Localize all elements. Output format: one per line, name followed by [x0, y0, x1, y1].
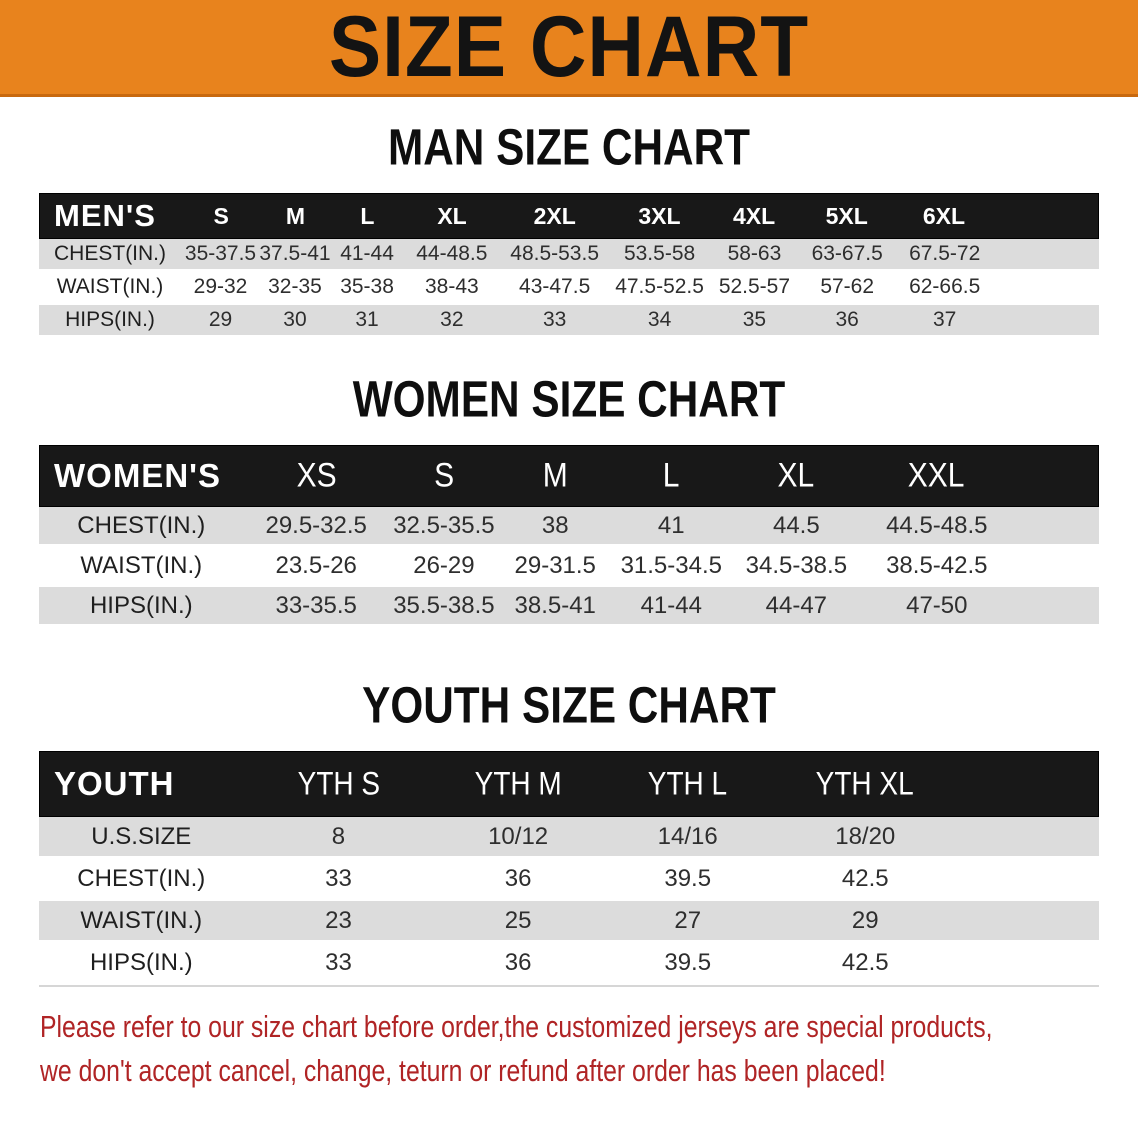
men-value-cell: 37: [933, 308, 957, 331]
men-value-cell: 41-44: [340, 242, 394, 265]
men-value-cell: 62-66.5: [909, 275, 981, 298]
youth-value-cell: 27: [674, 906, 702, 934]
youth-value-cell: 29: [851, 906, 879, 934]
youth-value-cell: 14/16: [657, 822, 718, 850]
women-value-cell: 26-29: [413, 551, 475, 579]
youth-value-cell: 18/20: [835, 822, 896, 850]
banner-title: SIZE CHART: [328, 0, 810, 95]
men-value-cell: 37.5-41: [259, 242, 331, 265]
youth-value-cell: 36: [504, 948, 532, 976]
men-value-cell: 33: [542, 308, 567, 331]
youth-table-header-row: [39, 751, 1099, 817]
men-row-filler: [995, 272, 1100, 302]
men-row-filler: [995, 239, 1100, 269]
youth-size-table: [39, 751, 1099, 987]
youth-size-col-header: YTH L: [647, 765, 728, 802]
women-value-cell: 38: [541, 511, 569, 539]
men-value-cell: 43-47.5: [519, 275, 591, 298]
men-size-col-header: XL: [437, 202, 467, 229]
youth-header-filler: [957, 752, 1098, 816]
men-size-col-header: 6XL: [922, 202, 966, 229]
youth-row-filler: [958, 817, 1099, 856]
disclaimer-line-2: we don't accept cancel, change, teturn or refund after order has been placed!: [40, 1053, 886, 1088]
men-size-col-header: 3XL: [638, 202, 681, 229]
men-value-cell: 29-32: [193, 275, 248, 298]
men-row-label: WAIST(IN.): [56, 275, 164, 298]
men-size-col-header: 4XL: [732, 202, 776, 229]
women-size-col-header: XS: [296, 456, 337, 495]
women-value-cell: 31.5-34.5: [620, 551, 722, 579]
women-value-cell: 38.5-41: [514, 591, 596, 619]
men-value-cell: 57-62: [820, 275, 875, 298]
men-value-cell: 35-38: [340, 275, 394, 298]
women-table-row-hips-in: [39, 587, 1099, 627]
men-size-table: [39, 193, 1099, 338]
men-value-cell: 34: [647, 308, 672, 331]
youth-value-cell: 42.5: [841, 864, 889, 892]
men-value-cell: 32: [440, 308, 464, 331]
men-table-row-chest-in: [39, 239, 1099, 272]
women-header-filler: [1011, 446, 1098, 506]
women-value-cell: 29-31.5: [514, 551, 596, 579]
women-value-cell: 38.5-42.5: [886, 551, 988, 579]
women-size-col-header: XL: [777, 456, 815, 495]
men-value-cell: 44-48.5: [416, 242, 488, 265]
men-row-filler: [995, 305, 1100, 335]
youth-size-col-header: YTH XL: [815, 765, 914, 802]
men-size-col-header: M: [285, 202, 306, 229]
men-value-cell: 63-67.5: [811, 242, 883, 265]
men-size-col-header: L: [360, 202, 375, 229]
men-value-cell: 35: [742, 308, 767, 331]
men-table-header-row: [39, 193, 1099, 239]
youth-table-row-hips-in: [39, 943, 1099, 985]
women-value-cell: 34.5-38.5: [745, 551, 848, 579]
youth-value-cell: 25: [504, 906, 532, 934]
men-size-col-header: 5XL: [825, 202, 868, 229]
youth-value-cell: 42.5: [841, 948, 889, 976]
youth-value-cell: 33: [325, 864, 352, 892]
youth-row-label: WAIST(IN.): [80, 906, 203, 934]
women-table-header-row: [39, 445, 1099, 507]
men-value-cell: 35-37.5: [184, 242, 257, 265]
women-value-cell: 23.5-26: [275, 551, 357, 579]
youth-size-col-header: YTH M: [474, 765, 562, 802]
men-size-col-header: S: [213, 202, 229, 229]
men-table-row-hips-in: [39, 305, 1099, 338]
youth-value-cell: 36: [504, 864, 532, 892]
men-value-cell: 29: [208, 308, 233, 331]
youth-value-cell: 39.5: [664, 948, 712, 976]
women-value-cell: 32.5-35.5: [393, 511, 495, 539]
men-value-cell: 67.5-72: [909, 242, 981, 265]
men-value-cell: 38-43: [424, 275, 479, 298]
youth-value-cell: 39.5: [664, 864, 712, 892]
youth-row-label: HIPS(IN.): [89, 948, 193, 976]
women-row-filler: [1012, 547, 1099, 584]
men-size-col-header: 2XL: [533, 202, 576, 229]
men-value-cell: 48.5-53.5: [510, 242, 600, 265]
women-row-filler: [1012, 507, 1099, 544]
youth-row-filler: [958, 901, 1099, 940]
youth-table-row-u-s-size: [39, 817, 1099, 859]
youth-row-filler: [958, 943, 1099, 982]
women-size-col-header: L: [662, 456, 680, 495]
men-header-filler: [994, 194, 1098, 238]
man-section-title: MAN SIZE CHART: [387, 118, 751, 176]
women-size-table: [39, 445, 1099, 627]
youth-value-cell: 10/12: [488, 822, 549, 850]
women-row-filler: [1012, 587, 1099, 624]
men-row-label: CHEST(IN.): [54, 242, 167, 265]
women-row-label: WAIST(IN.): [80, 551, 203, 579]
women-value-cell: 44-47: [765, 591, 828, 619]
women-value-cell: 33-35.5: [275, 591, 357, 619]
men-value-cell: 52.5-57: [718, 275, 791, 298]
youth-value-cell: 23: [325, 906, 352, 934]
women-section-title: WOMEN SIZE CHART: [352, 370, 786, 428]
women-size-col-header: XXL: [907, 456, 965, 495]
men-value-cell: 30: [283, 308, 307, 331]
disclaimer-line-1: Please refer to our size chart before order,the customized jerseys are special products,: [40, 1009, 993, 1044]
youth-table-label: YOUTH: [54, 765, 175, 802]
men-value-cell: 32-35: [268, 275, 322, 298]
youth-table-row-waist-in: [39, 901, 1099, 943]
youth-size-col-header: YTH S: [297, 765, 381, 802]
women-row-label: CHEST(IN.): [77, 511, 206, 539]
women-size-col-header: M: [542, 456, 568, 495]
women-value-cell: 47-50: [906, 591, 968, 619]
men-table-label: MEN'S: [54, 198, 156, 233]
women-table-row-waist-in: [39, 547, 1099, 587]
youth-value-cell: 33: [325, 948, 352, 976]
youth-row-filler: [958, 859, 1099, 898]
youth-section-title: YOUTH SIZE CHART: [362, 676, 776, 734]
disclaimer-note: [40, 1005, 1138, 1093]
men-table-row-waist-in: [39, 272, 1099, 305]
women-table-label: WOMEN'S: [54, 457, 222, 494]
women-value-cell: 29.5-32.5: [265, 511, 367, 539]
youth-table-row-chest-in: [39, 859, 1099, 901]
women-row-label: HIPS(IN.): [89, 591, 193, 619]
women-value-cell: 35.5-38.5: [393, 591, 495, 619]
size-chart-banner: [0, 0, 1138, 97]
women-value-cell: 41: [657, 511, 685, 539]
youth-value-cell: 8: [331, 822, 346, 850]
women-table-row-chest-in: [39, 507, 1099, 547]
women-value-cell: 44.5: [772, 511, 820, 539]
youth-row-label: CHEST(IN.): [77, 864, 206, 892]
men-value-cell: 31: [355, 308, 379, 331]
men-value-cell: 47.5-52.5: [615, 275, 704, 298]
men-value-cell: 36: [835, 308, 859, 331]
women-size-col-header: S: [434, 456, 455, 495]
women-value-cell: 44.5-48.5: [886, 511, 988, 539]
men-row-label: HIPS(IN.): [65, 308, 155, 331]
women-value-cell: 41-44: [640, 591, 702, 619]
youth-row-label: U.S.SIZE: [91, 822, 192, 850]
men-value-cell: 53.5-58: [623, 242, 696, 265]
men-value-cell: 58-63: [727, 242, 782, 265]
